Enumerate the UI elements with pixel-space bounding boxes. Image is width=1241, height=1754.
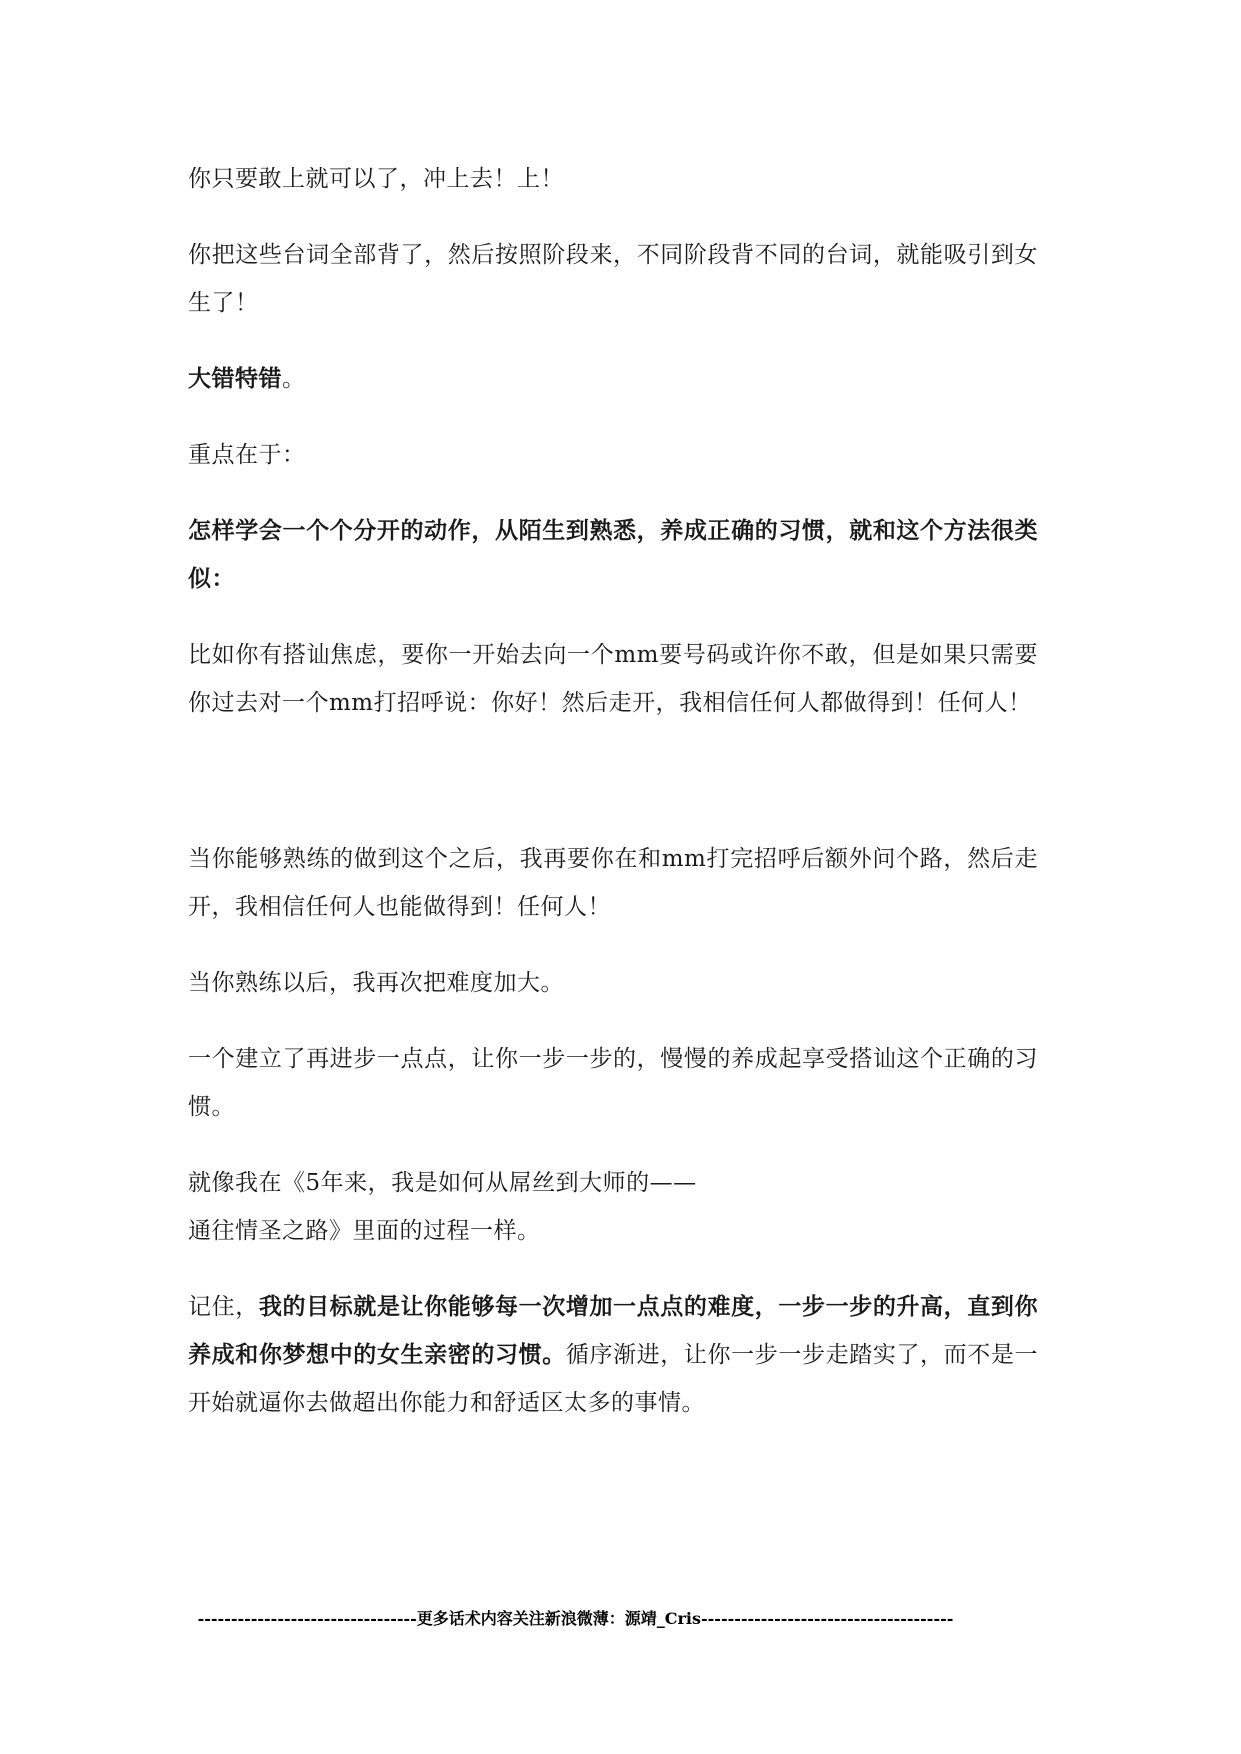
paragraph-10: [188, 1159, 1038, 1255]
paragraph-3: [188, 355, 1038, 403]
paragraph-11-emphasis: 我的目标就是让你能够每一次增加一点点的难度，一步一步的升高，直到你养成和你梦想中的女生亲密的习惯。: [188, 1293, 1039, 1368]
document-body: [188, 155, 1038, 1455]
paragraph-11-tail: 循序渐进，让你一步一步走踏实了，而不是一开始就逼你去做超出你能力和舒适区太多的事情。: [188, 1342, 1039, 1416]
paragraph-11: [188, 1283, 1038, 1427]
paragraph-8: 当你熟练以后，我再次把难度加大。: [188, 970, 564, 996]
paragraph-9: 一个建立了再进步一点点，让你一步一步的，慢慢的养成起享受搭讪这个正确的习惯。: [188, 1046, 1038, 1120]
paragraph-3-tail: 。: [282, 366, 306, 392]
paragraph-7: 当你能够熟练的做到这个之后，我再要你在和mm打完招呼后额外问个路，然后走开，我相信任何人也能做得到！任何人！: [188, 846, 1038, 920]
paragraph-5: 怎样学会一个个分开的动作，从陌生到熟悉，养成正确的习惯，就和这个方法很类似：: [188, 517, 1038, 592]
paragraph-1: 你只要敢上就可以了，冲上去！上！: [188, 166, 564, 192]
paragraph-6: 比如你有搭讪焦虑，要你一开始去向一个mm要号码或许你不敢，但是如果只需要你过去对一个mm打招呼说：你好！然后走开，我相信任何人都做得到！任何人！: [188, 642, 1038, 716]
emphasis-text: 大错特错: [188, 365, 282, 392]
footer-note: ---------------------------------更多话术内容关注新浪微薄：源靖_Cris--------------------------------------: [197, 1609, 954, 1628]
spacer: [188, 755, 1038, 835]
paragraph-11-lead: 记住，: [188, 1294, 259, 1320]
paragraph-10-line-2: 通往情圣之路》里面的过程一样。: [188, 1218, 541, 1244]
paragraph-10-line-1: 就像我在《5年来，我是如何从屌丝到大师的——: [188, 1170, 697, 1196]
paragraph-2: 你把这些台词全部背了，然后按照阶段来，不同阶段背不同的台词，就能吸引到女生了！: [188, 242, 1038, 316]
paragraph-4: 重点在于：: [188, 442, 306, 468]
